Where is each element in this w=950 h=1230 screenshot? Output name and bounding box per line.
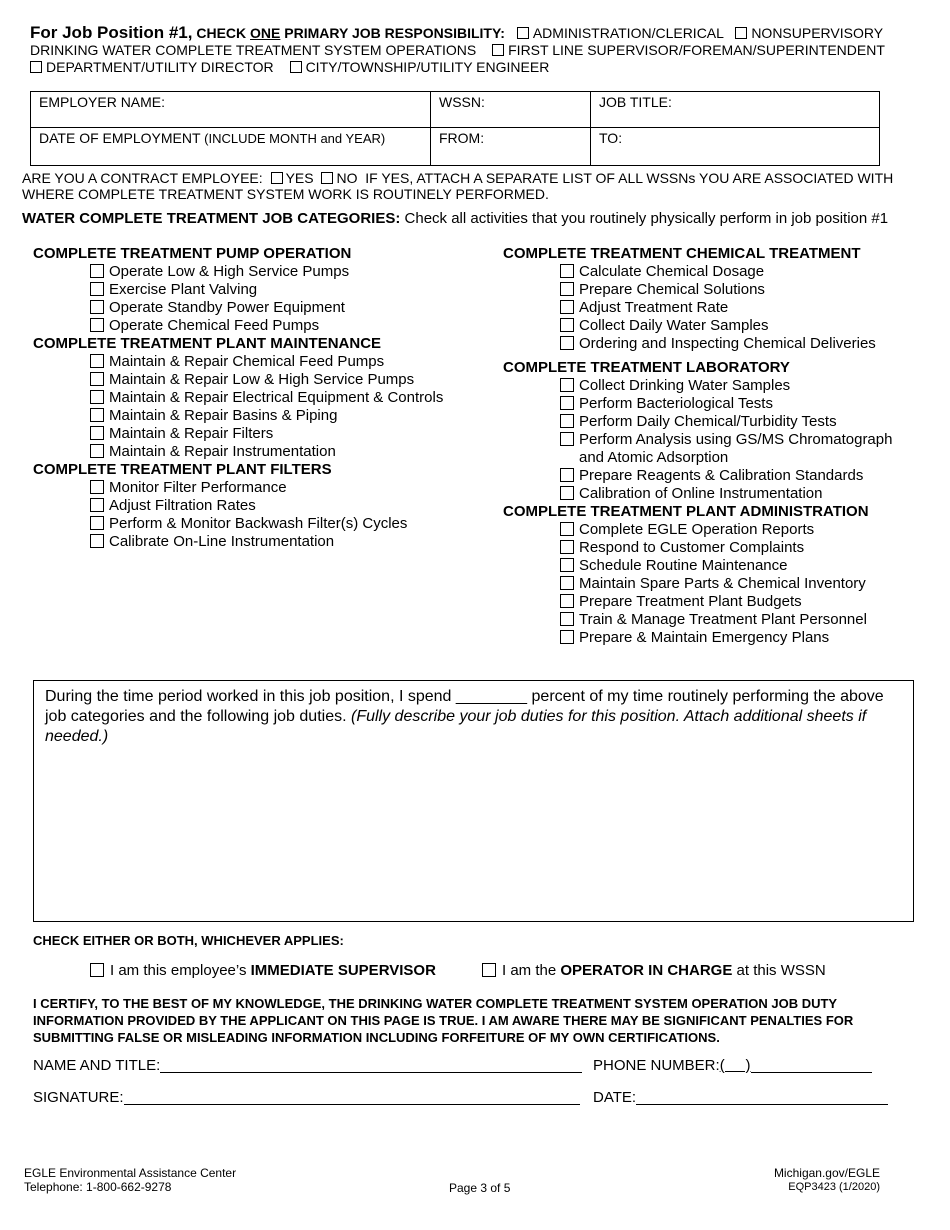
item-label: Maintain & Repair Filters	[109, 425, 274, 442]
checkbox[interactable]	[90, 444, 104, 458]
name-title-label: NAME AND TITLE:	[33, 1057, 161, 1074]
footer-center-name: EGLE Environmental Assistance Center	[24, 1166, 237, 1180]
date-note: (INCLUDE MONTH and YEAR)	[204, 131, 386, 146]
employer-name-label: EMPLOYER NAME:	[39, 94, 166, 110]
contract-employee-question	[22, 170, 927, 202]
checkbox[interactable]	[560, 336, 574, 350]
checklist-item[interactable]	[33, 281, 473, 299]
section-plant-filters: COMPLETE TREATMENT PLANT FILTERS	[33, 461, 332, 478]
item-label: Collect Drinking Water Samples	[579, 377, 791, 394]
left-categories-column	[33, 245, 473, 551]
supervisor-pre: I am this employee’s	[110, 962, 247, 979]
immediate-supervisor-checkbox[interactable]	[90, 963, 104, 977]
checklist-item[interactable]	[33, 389, 473, 407]
checklist-item[interactable]	[503, 395, 923, 413]
duties-text: During the time period worked in this job position, I spend ________ percent of my time routinely performing the above job categories and the following job duties.	[45, 688, 884, 725]
item-label: Prepare Treatment Plant Budgets	[579, 593, 802, 610]
job-categories-instruction: Check all activities that you routinely physically perform in job position #1	[404, 210, 889, 227]
checklist-item[interactable]	[503, 575, 923, 593]
checklist-item[interactable]	[33, 407, 473, 425]
item-label: Schedule Routine Maintenance	[579, 557, 788, 574]
oic-post: at this WSSN	[736, 962, 826, 979]
checkbox[interactable]	[560, 558, 574, 572]
section-pump-operation: COMPLETE TREATMENT PUMP OPERATION	[33, 245, 352, 262]
checklist-item[interactable]	[503, 335, 923, 353]
job-position-label: For Job Position #1,	[30, 23, 193, 42]
item-label: Calculate Chemical Dosage	[579, 263, 765, 280]
checklist-item[interactable]	[33, 515, 473, 533]
to-label: TO:	[599, 130, 623, 146]
contract-yes-checkbox[interactable]	[271, 172, 283, 184]
checkbox[interactable]	[90, 480, 104, 494]
checklist-item[interactable]	[503, 557, 923, 575]
item-label: Operate Chemical Feed Pumps	[109, 317, 320, 334]
check-one: ONE	[250, 25, 281, 41]
item-label: Maintain & Repair Chemical Feed Pumps	[109, 353, 385, 370]
date-field[interactable]	[593, 1089, 888, 1106]
checkbox[interactable]	[560, 576, 574, 590]
item-label: Maintain & Repair Instrumentation	[109, 443, 336, 460]
item-label: Adjust Treatment Rate	[579, 299, 729, 316]
option-administration: ADMINISTRATION/CLERICAL	[532, 25, 724, 41]
checkbox[interactable]	[560, 594, 574, 608]
footer-left	[24, 1166, 236, 1194]
checklist-item[interactable]	[33, 443, 473, 461]
checklist-item[interactable]	[503, 485, 923, 503]
checkbox[interactable]	[560, 282, 574, 296]
checklist-item[interactable]	[503, 611, 923, 629]
right-categories-column	[503, 245, 923, 647]
item-label: Maintain Spare Parts & Chemical Inventory	[579, 575, 866, 592]
item-label: Prepare Chemical Solutions	[579, 281, 765, 298]
operator-in-charge-option[interactable]	[482, 962, 826, 979]
item-label: Collect Daily Water Samples	[579, 317, 769, 334]
checklist-item[interactable]	[33, 425, 473, 443]
checklist-item[interactable]	[503, 377, 923, 395]
checklist-item[interactable]	[503, 281, 923, 299]
wssn-label: WSSN:	[439, 94, 485, 110]
checklist-item[interactable]	[33, 497, 473, 515]
item-label: Perform & Monitor Backwash Filter(s) Cycles	[109, 515, 408, 532]
item-label: Prepare & Maintain Emergency Plans	[579, 629, 830, 646]
phone-number-field[interactable]	[593, 1057, 872, 1074]
checkbox[interactable]	[90, 318, 104, 332]
contract-no-label: NO	[336, 170, 358, 186]
job-title-field[interactable]	[591, 92, 880, 128]
checkbox-department-director[interactable]	[30, 61, 42, 73]
signature-line[interactable]	[124, 1089, 580, 1105]
checkbox[interactable]	[560, 540, 574, 554]
checkbox[interactable]	[90, 498, 104, 512]
item-label: Maintain & Repair Low & High Service Pumps	[109, 371, 415, 388]
checklist-item[interactable]	[33, 479, 473, 497]
checklist-item[interactable]	[33, 299, 473, 317]
checkbox[interactable]	[90, 354, 104, 368]
checkbox[interactable]	[560, 396, 574, 410]
check-instruction	[196, 25, 505, 41]
page-number: Page 3 of 5	[449, 1181, 511, 1195]
checkbox[interactable]	[90, 282, 104, 296]
checklist-item[interactable]	[503, 629, 923, 647]
checklist-item[interactable]	[503, 299, 923, 317]
name-and-title-field[interactable]	[33, 1057, 582, 1074]
phone-label: PHONE NUMBER:	[593, 1057, 720, 1074]
name-title-line[interactable]	[160, 1057, 582, 1073]
job-title-label: JOB TITLE:	[599, 94, 672, 110]
checkbox[interactable]	[90, 516, 104, 530]
section-plant-maintenance: COMPLETE TREATMENT PLANT MAINTENANCE	[33, 335, 382, 352]
checkbox-nonsupervisory[interactable]	[735, 27, 747, 39]
checkbox[interactable]	[90, 426, 104, 440]
job-categories-heading	[22, 210, 927, 227]
phone-line[interactable]	[751, 1057, 872, 1073]
checklist-item[interactable]	[503, 521, 923, 539]
checklist-item[interactable]	[503, 413, 923, 431]
employer-table	[30, 91, 880, 166]
checkbox[interactable]	[560, 432, 574, 446]
item-label: Perform Analysis using GS/MS Chromatograph	[579, 431, 893, 448]
checkbox[interactable]	[90, 300, 104, 314]
checklist-item[interactable]	[503, 539, 923, 557]
signature-label: SIGNATURE:	[33, 1089, 124, 1106]
checklist-item[interactable]	[503, 593, 923, 611]
checkbox[interactable]	[560, 612, 574, 626]
checkbox[interactable]	[560, 378, 574, 392]
check-pre: CHECK	[196, 25, 247, 41]
check-either-label: CHECK EITHER OR BOTH, WHICHEVER APPLIES:	[33, 933, 344, 948]
oic-pre: I am the	[502, 962, 557, 979]
from-field[interactable]	[431, 128, 591, 166]
supervisor-bold: IMMEDIATE SUPERVISOR	[250, 962, 436, 979]
from-label: FROM:	[439, 130, 485, 146]
certification-statement: I CERTIFY, TO THE BEST OF MY KNOWLEDGE, THE DRINKING WATER COMPLETE TREATMENT SYSTEM OPERATION JOB DUTY INFORMATION PROVIDED BY THE APPLICANT ON THIS PAGE IS TRUE. I AM AWARE THERE MAY BE SIGNIFICANT PENALTIES FOR SUBMITTING FALSE OR MISLEADING INFORMATION INCLUDING FORFEITURE OF MY OWN CERTIFICATIONS.	[33, 996, 854, 1045]
checklist-item[interactable]	[503, 467, 923, 485]
checkbox[interactable]	[560, 264, 574, 278]
wssn-field[interactable]	[431, 92, 591, 128]
checkbox[interactable]	[560, 630, 574, 644]
checkbox[interactable]	[90, 534, 104, 548]
item-label: Maintain & Repair Electrical Equipment & Controls	[109, 389, 444, 406]
contract-yes-label: YES	[285, 170, 314, 186]
checkbox[interactable]	[90, 264, 104, 278]
checklist-item[interactable]	[33, 371, 473, 389]
item-label: Adjust Filtration Rates	[109, 497, 256, 514]
item-label: Calibrate On-Line Instrumentation	[109, 533, 335, 550]
checkbox[interactable]	[560, 486, 574, 500]
footer-telephone: Telephone: 1-800-662-9278	[24, 1180, 172, 1194]
signature-field[interactable]	[33, 1089, 580, 1106]
item-label: Ordering and Inspecting Chemical Deliveries	[579, 335, 876, 352]
checklist-item[interactable]	[503, 431, 923, 467]
checkbox[interactable]	[90, 372, 104, 386]
checkbox[interactable]	[560, 318, 574, 332]
option-nonsupervisory: NONSUPERVISORY DRINKING WATER COMPLETE TREATMENT SYSTEM OPERATIONS	[30, 25, 883, 58]
employer-name-field[interactable]	[31, 92, 431, 128]
item-label: Perform Bacteriological Tests	[579, 395, 773, 412]
checkbox-engineer[interactable]	[290, 61, 302, 73]
item-label: Train & Manage Treatment Plant Personnel	[579, 611, 867, 628]
date-of-employment-cell	[31, 128, 431, 166]
duties-instruction: (Fully describe your job duties for this position. Attach additional sheets if needed.)	[45, 708, 867, 745]
section-plant-administration: COMPLETE TREATMENT PLANT ADMINISTRATION	[503, 503, 869, 520]
item-label: Monitor Filter Performance	[109, 479, 287, 496]
checkbox[interactable]	[90, 390, 104, 404]
footer-right	[774, 1166, 880, 1194]
item-label: Prepare Reagents & Calibration Standards	[579, 467, 864, 484]
item-label: Respond to Customer Complaints	[579, 539, 805, 556]
contract-no-checkbox[interactable]	[321, 172, 333, 184]
check-post: PRIMARY JOB RESPONSIBILITY:	[284, 25, 505, 41]
checkbox[interactable]	[560, 300, 574, 314]
primary-responsibility-header	[30, 24, 925, 76]
checklist-item[interactable]	[33, 353, 473, 371]
item-label: Complete EGLE Operation Reports	[579, 521, 815, 538]
contract-question: ARE YOU A CONTRACT EMPLOYEE:	[22, 170, 263, 186]
item-label: Maintain & Repair Basins & Piping	[109, 407, 338, 424]
section-chemical-treatment: COMPLETE TREATMENT CHEMICAL TREATMENT	[503, 245, 861, 262]
job-categories-title: WATER COMPLETE TREATMENT JOB CATEGORIES:	[22, 210, 401, 227]
contract-instruction: IF YES, ATTACH A SEPARATE LIST OF ALL WSSNs YOU ARE ASSOCIATED WITH WHERE COMPLETE TREATMENT SYSTEM WORK IS ROUTINELY PERFORMED.	[22, 170, 894, 202]
operator-in-charge-checkbox[interactable]	[482, 963, 496, 977]
date-of-employment-label: DATE OF EMPLOYMENT	[39, 130, 201, 146]
checklist-item[interactable]	[33, 317, 473, 335]
footer-form-id: EQP3423 (1/2020)	[788, 1181, 880, 1193]
option-first-line-supervisor: FIRST LINE SUPERVISOR/FOREMAN/SUPERINTENDENT	[508, 42, 885, 58]
to-field[interactable]	[591, 128, 880, 166]
option-department-director: DEPARTMENT/UTILITY DIRECTOR	[46, 59, 274, 75]
checklist-item[interactable]	[503, 317, 923, 335]
date-line[interactable]	[636, 1089, 888, 1105]
item-label: Perform Daily Chemical/Turbidity Tests	[579, 413, 837, 430]
footer-website: Michigan.gov/EGLE	[773, 1166, 880, 1180]
checkbox[interactable]	[560, 522, 574, 536]
item-label-continuation: and Atomic Adsorption	[579, 449, 729, 466]
immediate-supervisor-option[interactable]	[90, 962, 436, 979]
item-label: Calibration of Online Instrumentation	[579, 485, 823, 502]
item-label: Operate Standby Power Equipment	[109, 299, 345, 316]
date-label: DATE:	[593, 1089, 637, 1106]
checkbox[interactable]	[560, 414, 574, 428]
item-label: Exercise Plant Valving	[109, 281, 258, 298]
checkbox-first-line-supervisor[interactable]	[492, 44, 504, 56]
item-label: Operate Low & High Service Pumps	[109, 263, 350, 280]
option-engineer: CITY/TOWNSHIP/UTILITY ENGINEER	[305, 59, 550, 75]
checklist-item[interactable]	[503, 263, 923, 281]
job-duties-textbox[interactable]	[33, 680, 914, 922]
oic-bold: OPERATOR IN CHARGE	[560, 962, 733, 979]
checkbox[interactable]	[560, 468, 574, 482]
phone-area-code[interactable]: ( )	[719, 1057, 751, 1074]
section-laboratory: COMPLETE TREATMENT LABORATORY	[503, 359, 790, 376]
checkbox[interactable]	[90, 408, 104, 422]
checkbox-administration[interactable]	[517, 27, 529, 39]
checklist-item[interactable]	[33, 533, 473, 551]
checklist-item[interactable]	[33, 263, 473, 281]
